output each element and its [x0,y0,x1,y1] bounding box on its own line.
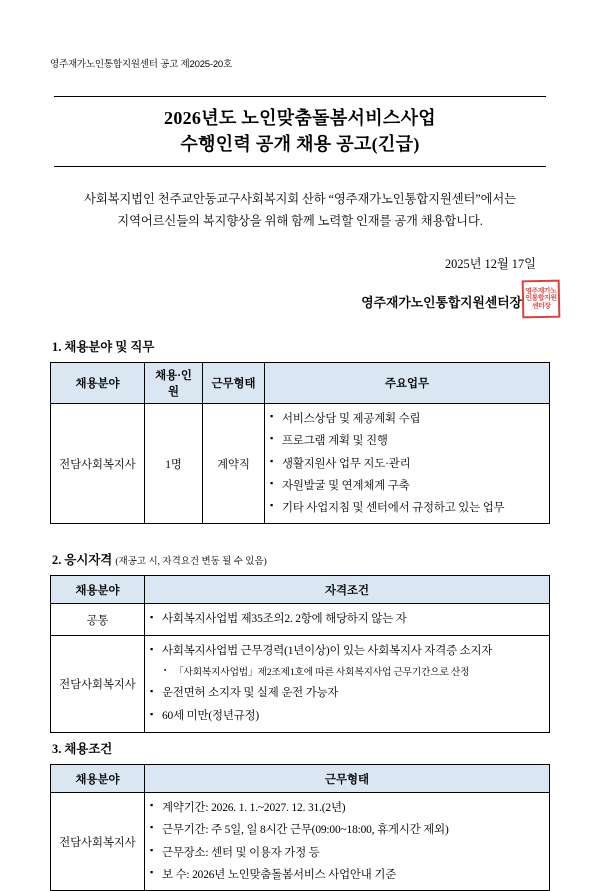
cell-qualification-common [145,604,550,636]
cell-count: 1명 [145,404,203,524]
title-line-2: 수행인력 공개 채용 공고(긴급) [180,134,420,155]
th-field: 채용분야 [51,576,145,604]
cell-field: 전담사회복지사 [51,404,145,524]
official-seal-icon: 영주재가노인통합지원센터장 [522,280,561,319]
list-item: ▪ 생활지원사 업무 지도·관리 [270,453,544,475]
intro-line-2: 지역어르신들의 복지향상을 위해 함께 노력할 인재를 공개 채용합니다. [117,213,483,228]
employment-conditions-table [50,764,550,891]
cell-field: 전담사회복지사 [51,793,145,891]
th-duties: 주요업무 [265,363,550,404]
cell-field-common: 공통 [51,604,145,636]
cell-qualification-social-worker [145,636,550,733]
section-1-heading: 1. 채용분야 및 직무 [52,340,155,355]
cell-type: 계약직 [203,404,265,524]
organization-name: 영주재가노인통합지원센터장 [361,296,522,311]
qualification-list [150,608,544,631]
table-row [51,604,550,636]
th-qualification: 자격조건 [145,576,550,604]
cell-duties [265,404,550,524]
list-item: ▪ 서비스상담 및 제공계획 수립 [270,408,544,430]
title-block [54,96,546,167]
table-header-row [51,765,550,793]
qualification-table [50,575,550,733]
list-item: ▪ 사회복지사업법 근무경력(1년이상)이 있는 사회복지사 자격증 소지자 [150,640,544,663]
section-2-note: (재공고 시, 자격요건 변동 될 수 있음) [115,557,267,568]
th-work-type: 근무형태 [145,765,550,793]
intro-line-1: 사회복지법인 천주교안동교구사회복지회 산하 “영주재가노인통합지원센터”에서는 [84,192,516,207]
th-count: 채용·인원 [145,363,203,404]
qualification-list [150,640,544,728]
document-code: 영주재가노인통합지원센터 공고 제2025-20호 [50,59,232,70]
recruitment-field-table [50,362,550,524]
table-row [51,793,550,891]
th-type: 근무형태 [203,363,265,404]
list-item-sub: ▪ 「사회복지사업법」제2조제1호에 따른 사회복지사업 근무기간으로 산정 [150,663,544,682]
intro-paragraph [50,189,550,232]
list-item: ▪ 기타 사업지침 및 센터에서 규정하고 있는 업무 [270,497,544,519]
section-3-heading: 3. 채용조건 [52,742,113,757]
list-item: ▪ 계약기간: 2026. 1. 1.~2027. 12. 31.(2년) [150,797,544,819]
section-2-title: 2. 응시자격 [52,553,113,568]
table-header-row [51,363,550,404]
duty-list [270,408,544,519]
table-row [51,636,550,733]
title-line-1: 2026년도 노인맞춤돌봄서비스사업 [164,108,436,128]
list-item: ▪ 근무기간: 주 5일, 일 8시간 근무(09:00~18:00, 휴게시간 제외) [150,819,544,841]
th-field: 채용분야 [51,765,145,793]
list-item: ▪ 근무장소: 센터 및 이용자 가정 등 [150,842,544,864]
list-item: ▪ 자원발굴 및 연계체계 구축 [270,475,544,497]
section-2-heading [52,550,550,568]
list-item: ▪ 운전면허 소지자 및 실제 운전 가능자 [150,682,544,705]
table-header-row [51,576,550,604]
cell-field-social-worker: 전담사회복지사 [51,636,145,733]
th-field: 채용분야 [51,363,145,404]
list-item: ▪ 사회복지사업법 제35조의2. 2항에 해당하지 않는 자 [150,608,544,631]
table-row [51,404,550,524]
issuing-organization [50,286,557,311]
condition-list [150,797,544,886]
list-item: ▪ 60세 미만(정년규정) [150,705,544,728]
list-item: ▪ 보 수: 2026년 노인맞춤돌봄서비스 사업안내 기준 [150,864,544,886]
cell-conditions [145,793,550,891]
list-item: ▪ 프로그램 계획 및 진행 [270,430,544,452]
issue-date: 2025년 12월 17일 [445,257,536,272]
